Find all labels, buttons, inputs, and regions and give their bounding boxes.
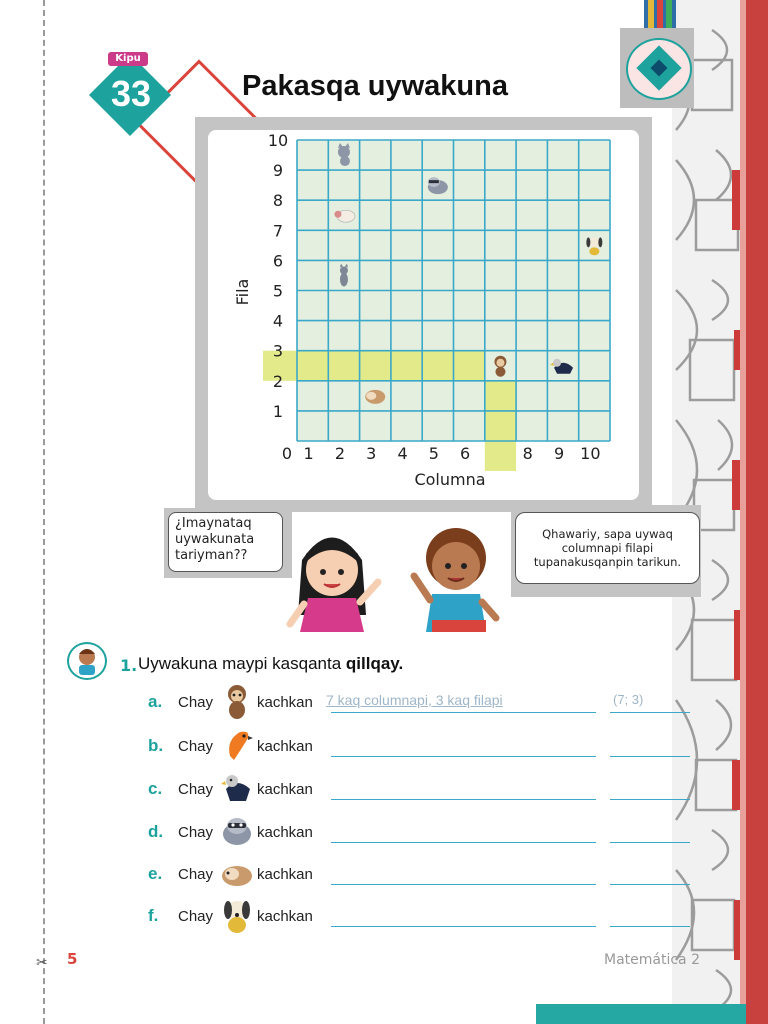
x-axis-label: Columna — [414, 470, 486, 489]
y-tick-label: 1 — [272, 401, 284, 421]
grid-cell — [579, 321, 610, 351]
grid-cell — [579, 200, 610, 230]
y-tick-label: 7 — [272, 221, 284, 241]
row-kachkan: kachkan — [257, 866, 313, 883]
x-tick-label: 5 — [428, 444, 439, 463]
coord-line[interactable] — [610, 756, 690, 757]
boy-icon — [69, 644, 105, 678]
x-tick-label: 0 — [281, 444, 293, 463]
grid-cell — [547, 140, 578, 170]
girl-speech-bubble: ¿Imaynataq uywakunata tariyman?? — [168, 512, 283, 572]
coord-line[interactable] — [610, 842, 690, 843]
student-avatar — [67, 642, 107, 680]
x-tick-label: 4 — [397, 444, 408, 463]
grid-cell — [360, 140, 391, 170]
grid-cell — [328, 411, 359, 441]
grid-cell — [454, 200, 485, 230]
y-tick-label: 5 — [272, 281, 284, 301]
highlight-column — [485, 381, 516, 471]
grid-cell — [579, 381, 610, 411]
grid-cell — [297, 230, 328, 260]
grid-cell — [485, 321, 516, 351]
grid-cell — [297, 411, 328, 441]
cut-line — [43, 0, 45, 1024]
grid-cell — [547, 291, 578, 321]
grid-cell — [485, 230, 516, 260]
grid-cell — [454, 381, 485, 411]
y-tick-label: 10 — [267, 131, 289, 150]
grid-cell — [454, 260, 485, 290]
x-tick-label: 10 — [580, 444, 601, 463]
grid-cell — [485, 291, 516, 321]
x-tick-label: 1 — [303, 444, 314, 463]
grid-cell — [297, 260, 328, 290]
grid-cell — [328, 230, 359, 260]
grid-cell — [422, 411, 453, 441]
exercise-row — [148, 732, 688, 762]
girl-illustration — [282, 520, 382, 632]
instruction-bold: qillqay. — [345, 654, 404, 673]
x-tick-label: 3 — [366, 444, 377, 463]
row-chay: Chay — [178, 866, 214, 883]
grid-cell — [328, 291, 359, 321]
exercise-row — [148, 775, 688, 805]
grid-cell — [422, 230, 453, 260]
scissors-icon: ✂ — [36, 955, 48, 971]
grid-cell — [391, 291, 422, 321]
grid-cell — [297, 321, 328, 351]
grid-cell — [579, 260, 610, 290]
grid-cell — [454, 321, 485, 351]
coord-line[interactable] — [610, 799, 690, 800]
gray-cat-marker — [340, 263, 348, 286]
grid-cell — [391, 321, 422, 351]
row-chay: Chay — [178, 824, 214, 841]
lesson-badge: Kipu — [108, 52, 148, 66]
grid-cell — [360, 260, 391, 290]
grid-cell — [297, 291, 328, 321]
bottom-teal-bar — [536, 1004, 746, 1024]
grid-cell — [579, 411, 610, 441]
answer-line[interactable] — [331, 756, 596, 757]
grid-cell — [391, 200, 422, 230]
grid-cell — [454, 140, 485, 170]
grid-cell — [547, 321, 578, 351]
row-letter: f. — [148, 906, 159, 925]
grid-cell — [454, 291, 485, 321]
y-tick-label: 8 — [272, 191, 284, 211]
grid-cell — [516, 200, 547, 230]
coord-line[interactable] — [610, 712, 690, 713]
y-tick-label: 6 — [272, 251, 284, 271]
exercise-row — [148, 688, 688, 718]
grid-cell — [516, 230, 547, 260]
x-tick-label: 8 — [522, 444, 533, 463]
row-kachkan: kachkan — [257, 824, 313, 841]
grid-cell — [454, 230, 485, 260]
vulture-icon — [220, 769, 254, 807]
footer-subject: Matemática 2 — [604, 952, 700, 968]
grid-cell — [391, 140, 422, 170]
exercise-instruction — [138, 654, 403, 674]
coord-line[interactable] — [610, 884, 690, 885]
answer-line[interactable] — [331, 712, 596, 713]
instruction-text: Uywakuna maypi kasqanta — [138, 654, 346, 673]
page-title: Pakasqa uywakuna — [242, 70, 508, 102]
grid-cell — [516, 170, 547, 200]
page-number: 5 — [67, 950, 78, 968]
monkey-icon — [220, 682, 254, 720]
grid-cell — [485, 260, 516, 290]
answer-line[interactable] — [331, 884, 596, 885]
boy-speech-bubble: Qhawariy, sapa uywaq columnapi filapi tupanakusqanpin tarikun. — [515, 512, 700, 584]
grid-cell — [391, 230, 422, 260]
grid-cell — [547, 230, 578, 260]
grid-cell — [516, 411, 547, 441]
raccoon-icon — [220, 812, 254, 850]
dog-icon — [220, 896, 254, 934]
grid-cell — [422, 291, 453, 321]
row-chay: Chay — [178, 781, 214, 798]
grid-cell — [454, 170, 485, 200]
grid-cell — [547, 411, 578, 441]
grid-cell — [547, 260, 578, 290]
orange-bird-icon — [220, 726, 254, 764]
y-tick-label: 4 — [272, 311, 284, 331]
exercise-number: 1. — [120, 656, 138, 675]
grid-cell — [360, 230, 391, 260]
x-tick-label: 6 — [460, 444, 471, 463]
row-letter: d. — [148, 822, 164, 841]
guinea-pig-marker — [365, 390, 385, 404]
guinea-pig-icon — [220, 854, 254, 892]
grid-cell — [485, 200, 516, 230]
y-tick-label: 3 — [272, 341, 284, 361]
grid-cell — [516, 260, 547, 290]
answer-line[interactable] — [331, 926, 596, 927]
y-tick-label: 9 — [272, 161, 284, 181]
boy-illustration — [408, 522, 500, 632]
coord-line[interactable] — [610, 926, 690, 927]
grid-cell — [328, 381, 359, 411]
grid-cell — [485, 140, 516, 170]
grid-cell — [516, 351, 547, 381]
grid-cell — [579, 291, 610, 321]
row-letter: a. — [148, 692, 163, 711]
grid-cell — [297, 140, 328, 170]
row-letter: b. — [148, 736, 164, 755]
grid-cell — [516, 291, 547, 321]
grid-cell — [422, 321, 453, 351]
grid-cell — [391, 381, 422, 411]
grid-cell — [422, 140, 453, 170]
row-kachkan: kachkan — [257, 694, 313, 711]
grid-cell — [516, 321, 547, 351]
grid-cell — [360, 291, 391, 321]
grid-cell — [360, 411, 391, 441]
grid-cell — [547, 381, 578, 411]
grid-cell — [485, 170, 516, 200]
grid-cell — [328, 321, 359, 351]
x-tick-label: 2 — [334, 444, 346, 463]
exercise-row — [148, 818, 688, 848]
answer-line[interactable] — [331, 842, 596, 843]
grid-cell — [454, 411, 485, 441]
grid-cell — [547, 200, 578, 230]
exercise-row — [148, 860, 688, 890]
grid-cell — [297, 170, 328, 200]
band-red-stripe — [746, 0, 768, 1024]
grid-cell — [422, 381, 453, 411]
x-tick-label: 9 — [553, 444, 565, 463]
grid-cell — [391, 170, 422, 200]
grid-cell — [360, 321, 391, 351]
grid-cell — [422, 200, 453, 230]
answer-line[interactable] — [331, 799, 596, 800]
lesson-number: 33 — [110, 73, 152, 114]
grid-cell — [579, 351, 610, 381]
row-kachkan: kachkan — [257, 908, 313, 925]
grid-cell — [391, 411, 422, 441]
grid-cell — [516, 381, 547, 411]
coord-text: (7; 3) — [613, 692, 644, 707]
grid-cell — [579, 170, 610, 200]
row-chay: Chay — [178, 908, 214, 925]
row-letter: c. — [148, 779, 163, 798]
row-letter: e. — [148, 864, 163, 883]
answer-text: 7 kaq columnapi, 3 kaq filapi — [326, 692, 503, 708]
row-chay: Chay — [178, 738, 214, 755]
grid-cell — [360, 200, 391, 230]
y-tick-label: 2 — [272, 371, 284, 391]
grid-cell — [547, 170, 578, 200]
grid-cell — [297, 200, 328, 230]
grid-cell — [391, 260, 422, 290]
y-axis-label: Fila — [233, 278, 252, 306]
grid-cell — [297, 381, 328, 411]
grid-cell — [516, 140, 547, 170]
row-kachkan: kachkan — [257, 738, 313, 755]
row-chay: Chay — [178, 694, 214, 711]
grid-cell — [328, 170, 359, 200]
grid-chart — [208, 130, 639, 500]
exercise-row — [148, 902, 688, 932]
grid-cell — [579, 140, 610, 170]
row-kachkan: kachkan — [257, 781, 313, 798]
grid-cell — [422, 260, 453, 290]
grid-cell — [360, 170, 391, 200]
